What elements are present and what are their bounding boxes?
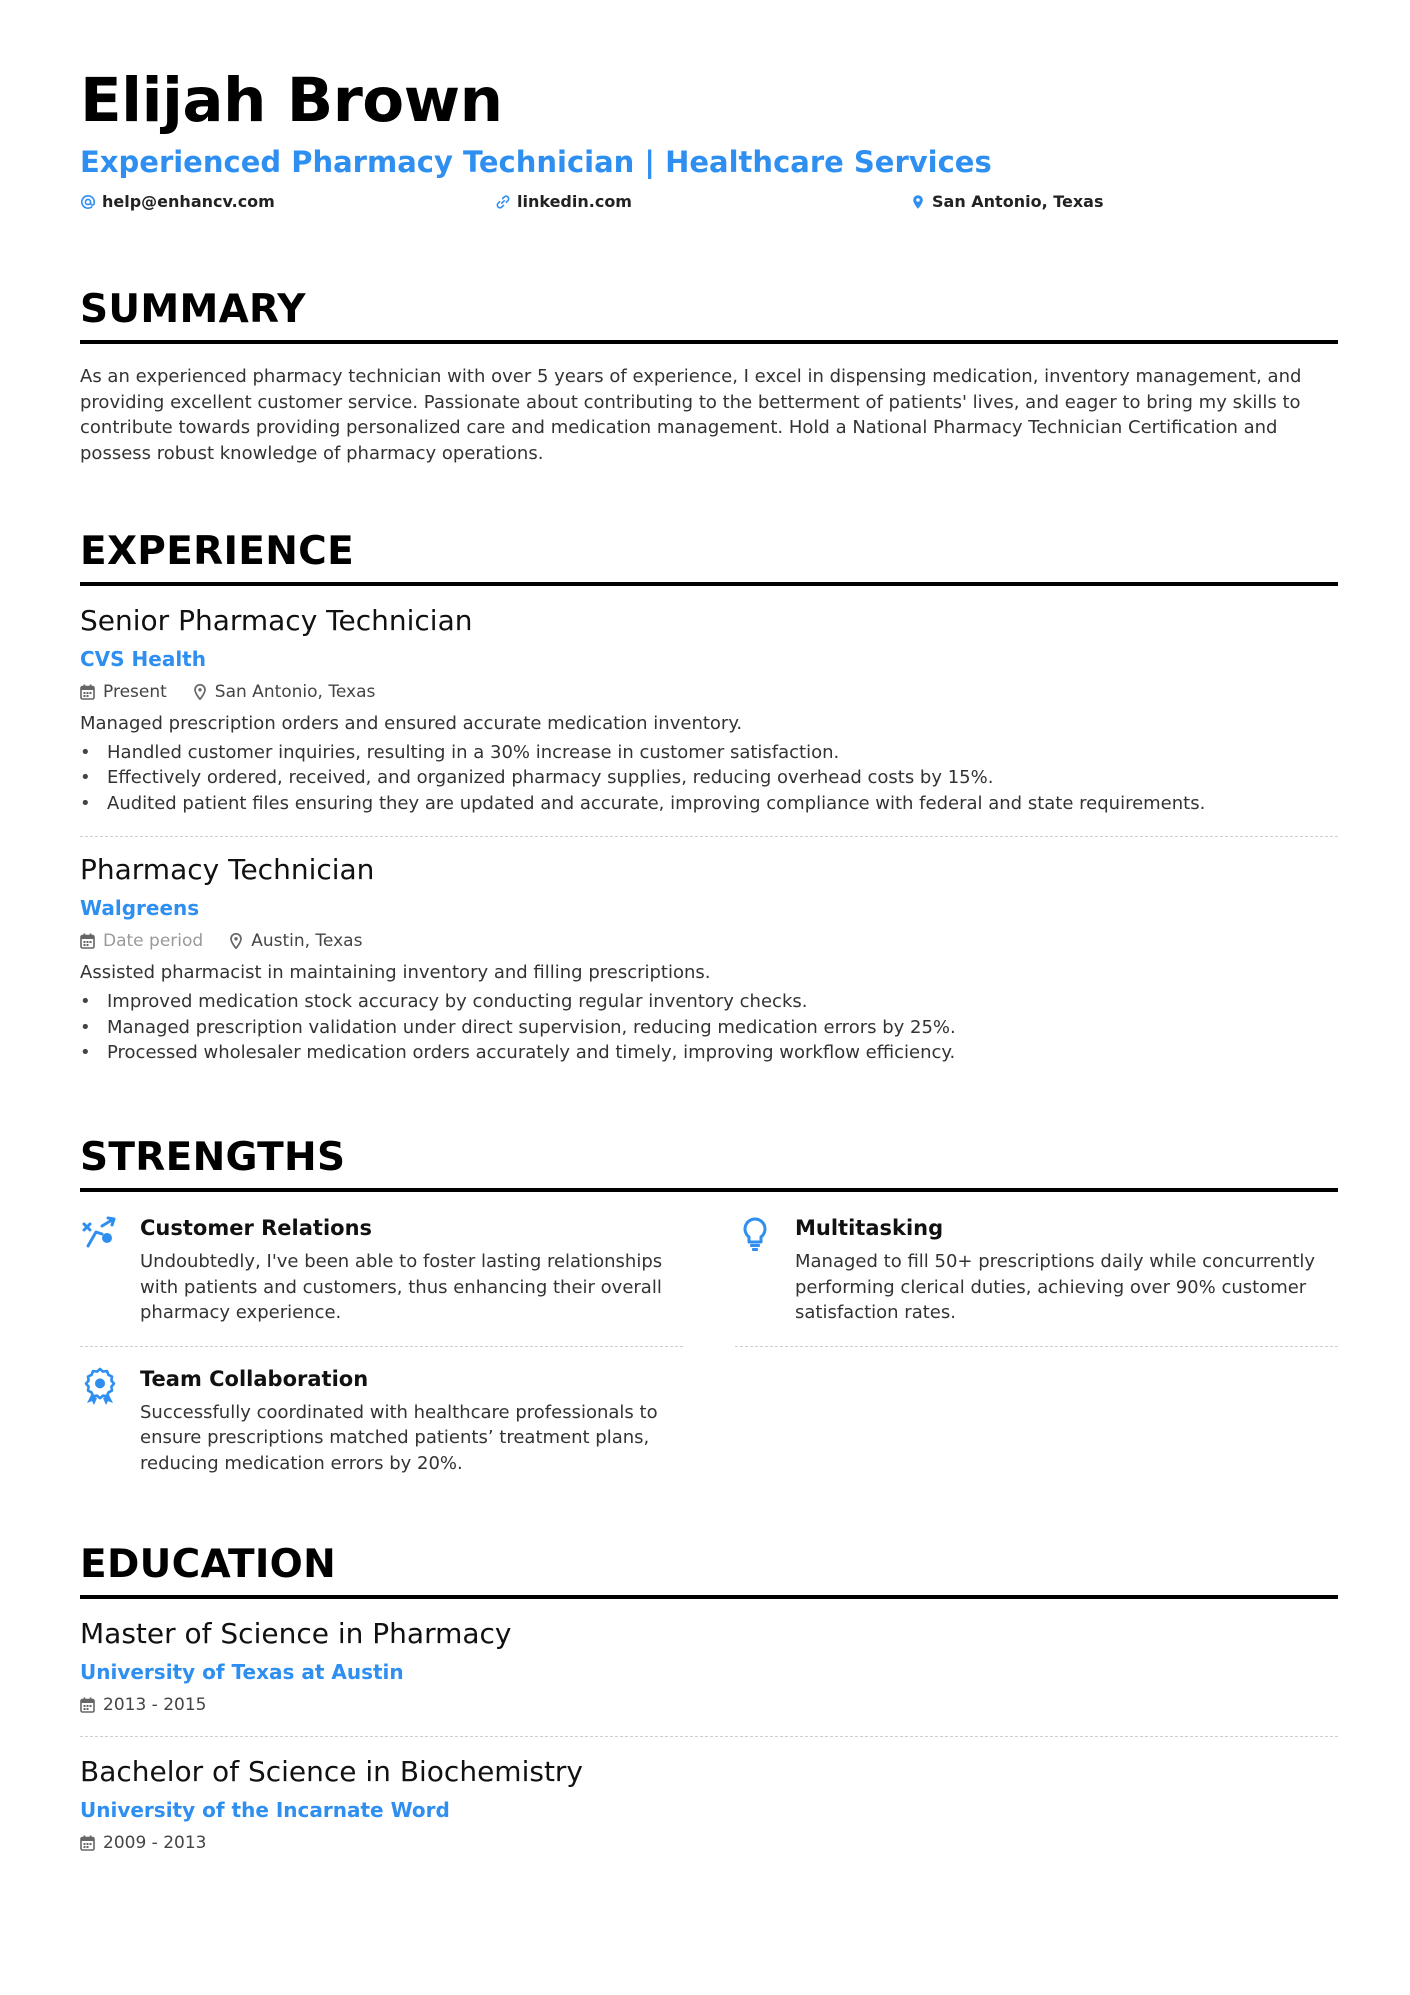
school-name[interactable]: University of the Incarnate Word <box>80 1797 450 1822</box>
experience-section <box>80 529 1338 1066</box>
contact-linkedin[interactable] <box>495 192 910 211</box>
education-entry <box>80 1619 1338 1716</box>
section-rule <box>80 1595 1338 1599</box>
candidate-name: Elijah Brown <box>80 65 503 136</box>
job-date <box>80 682 167 702</box>
strengths-title: STRENGTHS <box>80 1135 346 1180</box>
strengths-section <box>80 1135 1338 1496</box>
strength-name: Team Collaboration <box>140 1366 369 1391</box>
list-item: • Managed prescription validation under direct supervision, reducing medication errors by 25%. <box>80 1015 1338 1041</box>
job-bullets <box>80 740 1338 817</box>
list-item: • Improved medication stock accuracy by conducting regular inventory checks. <box>80 989 1338 1015</box>
map-pin-icon <box>910 194 926 210</box>
contact-email-text: help@enhancv.com <box>102 192 275 212</box>
education-entry <box>80 1754 1338 1854</box>
list-item: • Processed wholesaler medication orders accurately and timely, improving workflow efficiency. <box>80 1040 1338 1066</box>
candidate-headline: Experienced Pharmacy Technician | Healthcare Services <box>80 145 992 179</box>
degree-title: Bachelor of Science in Biochemistry <box>80 1754 584 1788</box>
section-rule <box>80 582 1338 586</box>
strength-cell <box>735 1216 1338 1367</box>
strength-item <box>735 1216 1338 1346</box>
entry-divider <box>80 1736 1338 1737</box>
education-dates-text: 2009 - 2013 <box>103 1832 207 1853</box>
summary-title: SUMMARY <box>80 287 306 332</box>
experience-title: EXPERIENCE <box>80 529 355 574</box>
job-date-text: Present <box>103 681 167 702</box>
contact-bar <box>80 191 1338 213</box>
contact-location <box>910 192 1104 211</box>
list-item: • Effectively ordered, received, and organized pharmacy supplies, reducing overhead costs by 15%. <box>80 765 1338 791</box>
job-entry <box>80 606 1338 816</box>
strength-description: Successfully coordinated with healthcare professionals to ensure prescriptions matched patients’ treatment plans, reducing medication errors by 20%. <box>140 1401 658 1474</box>
map-pin-icon <box>229 933 243 949</box>
contact-email[interactable] <box>80 192 495 211</box>
summary-text: As an experienced pharmacy technician with over 5 years of experience, I excel in dispensing medication, inventory management, and providing excellent customer service. Passionate about contributing to the betterment of patients' lives, and eager to bring my skills to contribute towards providing personalized care and medication management. Hold a National Pharmacy Technician Certification and possess robust knowledge of pharmacy operations. <box>80 366 1302 464</box>
education-dates-text: 2013 - 2015 <box>103 1694 207 1715</box>
list-item: • Audited patient files ensuring they are updated and accurate, improving compliance with federal and state requirements. <box>80 791 1338 817</box>
strength-item <box>80 1367 683 1497</box>
handshake-icon <box>80 1216 120 1252</box>
job-date-text: Date period <box>103 931 204 952</box>
calendar-icon <box>80 933 95 949</box>
summary-section <box>80 287 1338 466</box>
strength-description: Managed to fill 50+ prescriptions daily while concurrently performing clerical duties, achieving over 90% customer satisfaction rates. <box>795 1251 1316 1324</box>
degree-title: Master of Science in Pharmacy <box>80 1617 512 1650</box>
lightbulb-icon <box>735 1216 775 1252</box>
job-bullets <box>80 989 1338 1066</box>
job-description: Managed prescription orders and ensured accurate medication inventory. <box>80 712 743 734</box>
education-meta <box>80 1694 1338 1716</box>
job-location <box>229 931 362 951</box>
job-meta <box>80 681 1338 703</box>
strength-cell <box>80 1367 683 1497</box>
strength-description: Undoubtedly, I've been able to foster lasting relationships with patients and customers, thus enhancing their overall pharmacy experience. <box>140 1251 663 1324</box>
calendar-icon <box>80 1835 95 1851</box>
strength-name: Multitasking <box>795 1216 944 1240</box>
entry-divider <box>80 1346 683 1347</box>
job-company[interactable]: Walgreens <box>80 896 200 921</box>
job-description: Assisted pharmacist in maintaining inventory and filling prescriptions. <box>80 962 711 984</box>
job-title: Pharmacy Technician <box>80 853 375 887</box>
education-section <box>80 1542 1338 1854</box>
job-location <box>193 682 376 702</box>
award-ribbon-icon <box>80 1367 120 1405</box>
job-title: Senior Pharmacy Technician <box>80 604 473 637</box>
job-entry <box>80 855 1338 1065</box>
calendar-icon <box>80 684 95 700</box>
list-item: • Handled customer inquiries, resulting in a 30% increase in customer satisfaction. <box>80 740 1338 766</box>
job-location-text: San Antonio, Texas <box>214 681 376 702</box>
education-title: EDUCATION <box>80 1542 337 1587</box>
job-location-text: Austin, Texas <box>251 931 363 952</box>
education-meta <box>80 1832 1338 1854</box>
education-dates <box>80 1833 206 1853</box>
job-meta <box>80 930 1338 952</box>
calendar-icon <box>80 1697 95 1713</box>
section-rule <box>80 1188 1338 1192</box>
contact-linkedin-text: linkedin.com <box>517 192 632 212</box>
strength-name: Customer Relations <box>140 1216 373 1240</box>
strengths-grid <box>80 1216 1338 1496</box>
strength-item <box>80 1216 683 1346</box>
contact-location-text: San Antonio, Texas <box>932 192 1104 212</box>
link-icon <box>495 194 511 210</box>
school-name[interactable]: University of Texas at Austin <box>80 1659 404 1684</box>
job-date <box>80 931 203 951</box>
strength-cell <box>80 1216 683 1367</box>
education-dates <box>80 1695 206 1715</box>
entry-divider <box>80 836 1338 837</box>
at-sign-icon <box>80 194 96 210</box>
map-pin-icon <box>193 684 207 700</box>
section-rule <box>80 340 1338 344</box>
entry-divider <box>735 1346 1338 1347</box>
job-company[interactable]: CVS Health <box>80 646 206 671</box>
